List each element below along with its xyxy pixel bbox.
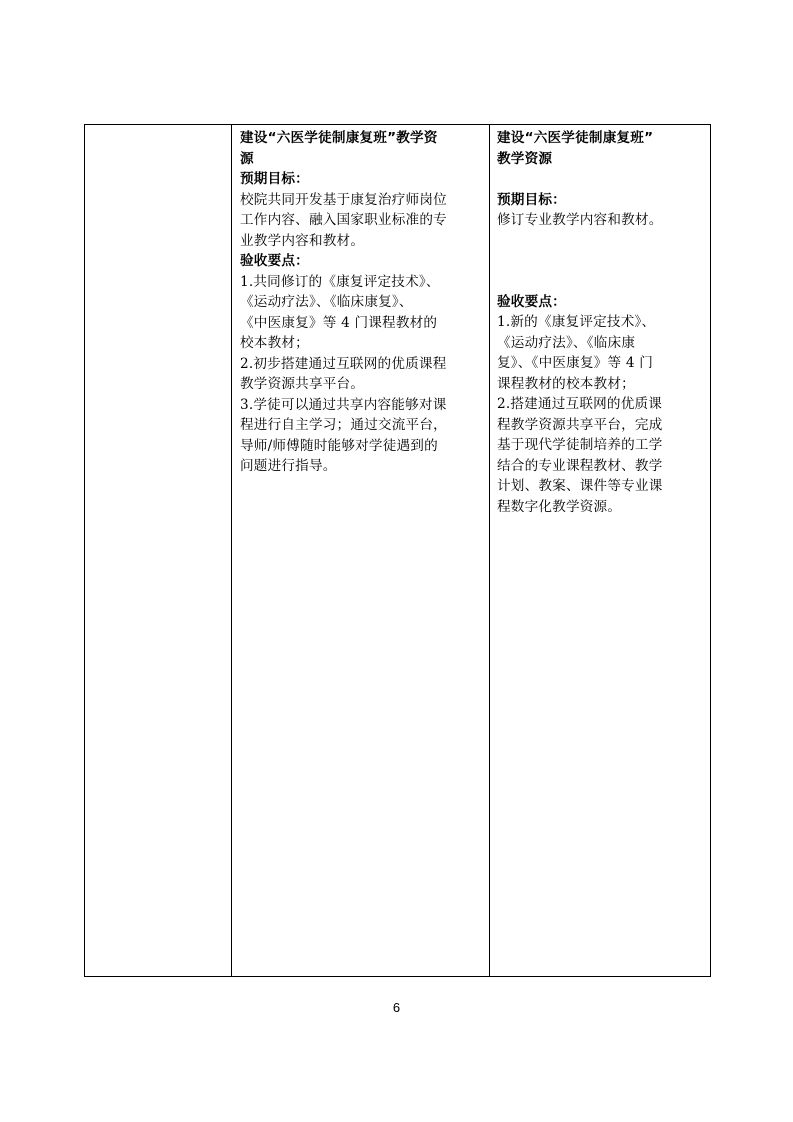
plan-check-line: 导师/师傅随时能够对学徒遇到的 bbox=[240, 437, 438, 454]
plan-check-line: 1.共同修订的《康复评定技术》、 bbox=[240, 273, 440, 290]
plan-check-label: 验收要点： bbox=[240, 253, 309, 269]
plan-check-line: 3.学徒可以通过共享内容能够对课 bbox=[240, 396, 447, 413]
plan-check-line: 问题进行指导。 bbox=[240, 458, 337, 474]
plan-check-line: 程进行自主学习；通过交流平台， bbox=[240, 417, 447, 433]
plan-check-line: 《运动疗法》、《临床康复》、 bbox=[240, 294, 413, 310]
content-table bbox=[84, 124, 711, 977]
result-check-line: 程教学资源共享平台，完成 bbox=[497, 416, 663, 433]
result-check-line: 复》、《中医康复》等 4 门 bbox=[497, 355, 654, 371]
result-check-line: 结合的专业课程教材、教学 bbox=[497, 457, 663, 474]
plan-goal-line: 工作内容、融入国家职业标准的专 bbox=[240, 212, 447, 228]
plan-goal-line: 校院共同开发基于康复治疗师岗位 bbox=[240, 191, 447, 208]
table-cell-result bbox=[490, 125, 710, 976]
table-cell-category bbox=[85, 125, 232, 976]
plan-check-line: 《中医康复》等 4 门课程教材的 bbox=[240, 314, 438, 331]
result-check-line: 2.搭建通过互联网的优质课 bbox=[497, 396, 663, 412]
table-cell-plan bbox=[232, 125, 490, 976]
plan-goal-line: 业教学内容和教材。 bbox=[240, 232, 365, 249]
result-check-line: 1.新的《康复评定技术》、 bbox=[497, 314, 656, 330]
plan-check-line: 2.初步搭建通过互联网的优质课程 bbox=[240, 355, 447, 372]
result-goal-label: 预期目标： bbox=[497, 191, 566, 208]
result-check-line: 基于现代学徒制培养的工学 bbox=[497, 437, 663, 453]
plan-goal-label: 预期目标： bbox=[240, 171, 309, 187]
result-title-line: 建设“六医学徒制康复班” bbox=[497, 130, 654, 146]
result-check-line: 《运动疗法》、《临床康 bbox=[497, 334, 636, 351]
spacer bbox=[497, 231, 706, 292]
result-goal-line: 修订专业教学内容和教材。 bbox=[497, 212, 663, 228]
plan-check-line: 校本教材； bbox=[240, 335, 309, 351]
page-number: 6 bbox=[392, 1000, 401, 1015]
result-check-line: 计划、教案、课件等专业课 bbox=[497, 478, 663, 494]
plan-title-line: 建设“六医学徒制康复班”教学资 bbox=[240, 130, 438, 146]
plan-title-line: 源 bbox=[240, 150, 254, 167]
plan-check-line: 教学资源共享平台。 bbox=[240, 376, 365, 392]
result-check-line: 课程教材的校本教材； bbox=[497, 375, 635, 392]
result-title-line: 教学资源 bbox=[497, 150, 553, 167]
result-check-line: 程数字化教学资源。 bbox=[497, 498, 622, 515]
result-check-label: 验收要点： bbox=[497, 293, 566, 310]
spacer bbox=[497, 169, 706, 190]
